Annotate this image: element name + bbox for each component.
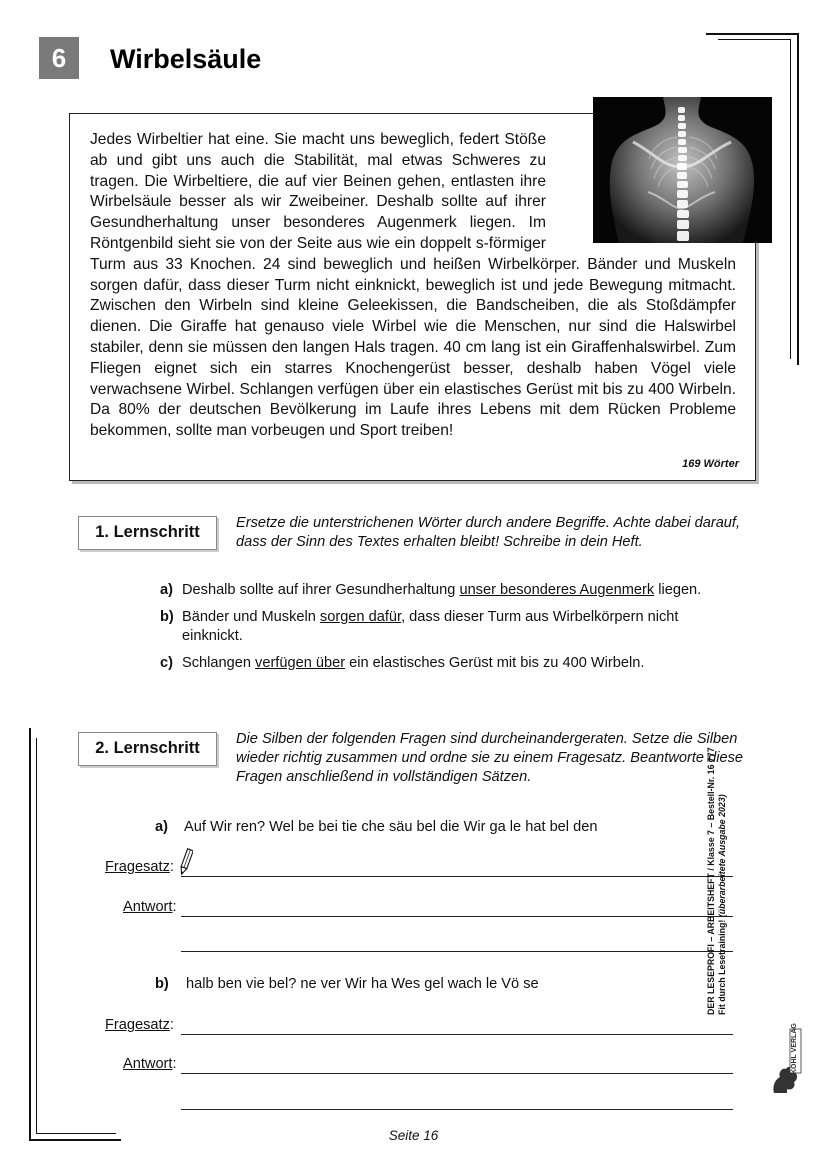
- step1-item-a: a) Deshalb sollte auf ihrer Gesundherhaltung unser besonderes Augenmerk liegen.: [160, 582, 702, 598]
- step1-item-c: c) Schlangen verfügen über ein elastisches Gerüst mit bis zu 400 Wirbeln.: [160, 655, 645, 671]
- corner-line-top-v1: [797, 33, 799, 365]
- question-a: a) Auf Wir ren? Wel be bei tie che säu bel die Wir ga le hat bel den: [155, 819, 598, 835]
- fragesatz-a-label: Fragesatz:: [105, 859, 174, 875]
- sidebar-line-1: DER LESEPROFI – ARBEITSHEFT / Klasse 7 – Bestell-Nr. 16 777: [706, 747, 716, 1015]
- fragesatz-b-line[interactable]: [181, 1034, 733, 1035]
- corner-line-top-v2: [790, 39, 791, 359]
- step1-item-b: b) Bänder und Muskeln sorgen dafür, dass dieser Turm aus Wirbelkörpern nicht einknickt.: [160, 609, 679, 644]
- antwort-b-line-2[interactable]: [181, 1109, 733, 1110]
- fragesatz-b-label: Fragesatz:: [105, 1017, 174, 1033]
- sidebar-publication-info: [706, 747, 728, 1015]
- corner-line-top-h1: [706, 33, 798, 35]
- sidebar-line-2: Fit durch Lesetraining! (überarbeitete Ausgabe 2023): [717, 794, 727, 1015]
- step2-instruction: Die Silben der folgenden Fragen sind durcheinandergeraten. Setze die Silben wieder richtig zusammen und ordne sie zu einem Fragesatz. Beantworte diese Fragen anschließend in vollständigen Sätzen.: [236, 731, 743, 785]
- page-number: Seite 16: [388, 1128, 439, 1143]
- chapter-number-badge: 6: [39, 37, 79, 79]
- step1-label: 1. Lernschritt: [78, 516, 217, 550]
- spine-xray-illustration: [593, 97, 772, 243]
- step2-label: 2. Lernschritt: [78, 732, 217, 766]
- corner-line-bottom-v1: [29, 728, 31, 1140]
- question-b: b) halb ben vie bel? ne ver Wir ha Wes gel wach le Vö se: [155, 976, 539, 992]
- publisher-name: KOHL VERLAG: [791, 1023, 798, 1074]
- corner-line-top-h2: [718, 39, 791, 40]
- antwort-a-line-2[interactable]: [181, 951, 733, 952]
- corner-line-bottom-v2: [36, 738, 37, 1134]
- page-title: Wirbelsäule: [110, 44, 262, 74]
- antwort-b-label: Antwort:: [123, 1056, 177, 1072]
- step1-instruction: Ersetze die unterstrichenen Wörter durch andere Begriffe. Achte dabei darauf, dass der Sinn des Textes erhalten bleibt! Schreibe in dein Heft.: [236, 515, 741, 550]
- fragesatz-a-line[interactable]: [181, 876, 733, 877]
- antwort-a-line-1[interactable]: [181, 916, 733, 917]
- spine-xray-image: [593, 97, 772, 243]
- word-count: 169 Wörter: [682, 458, 739, 470]
- antwort-b-line-1[interactable]: [181, 1073, 733, 1074]
- antwort-a-label: Antwort:: [123, 899, 177, 915]
- reading-text: Jedes Wirbeltier hat eine. Sie macht uns beweglich, federt Stöße ab und gibt uns auch die Stabilität, mal etwas Schweres zu tragen. Die Wirbeltiere, die auf vier Beinen gehen, entlasten ihre Wirbelsäule besser als wir Zweibeiner. Deshalb sollte auf ihrer Gesundherhaltung unser besonderes Augenmerk liegen. Im Röntgenbild sieht sie von der Seite aus wie ein doppelt s-förmiger Turm aus 33 Knochen. 24 sind beweglich und heißen Wirbelkörper. Bänder und Muskeln sorgen dafür, dass dieser Turm nicht einknickt, beweglich ist und jede Bewegung mitmacht. Zwischen den Wirbeln sind kleine Geleekissen, die Bandscheiben, die als Stoßdämpfer dienen. Die Giraffe hat genauso viele Wirbel wie die Menschen, nur sind die Halswirbel stabiler, denn sie müssen den langen Hals tragen. 40 cm lang ist ein Giraffenhalswirbel. Zum Fliegen eignet sich ein starres Knochengerüst besser, deshalb haben Vögel viele verwachsene Wirbel. Schlangen verfügen über ein elastisches Gerüst mit bis zu 400 Wirbeln. Da 80% der deutschen Bevölkerung im Laufe ihres Lebens mit dem Rücken Probleme bekommen, sollte man vorbeugen und Sport treiben!: [90, 131, 736, 440]
